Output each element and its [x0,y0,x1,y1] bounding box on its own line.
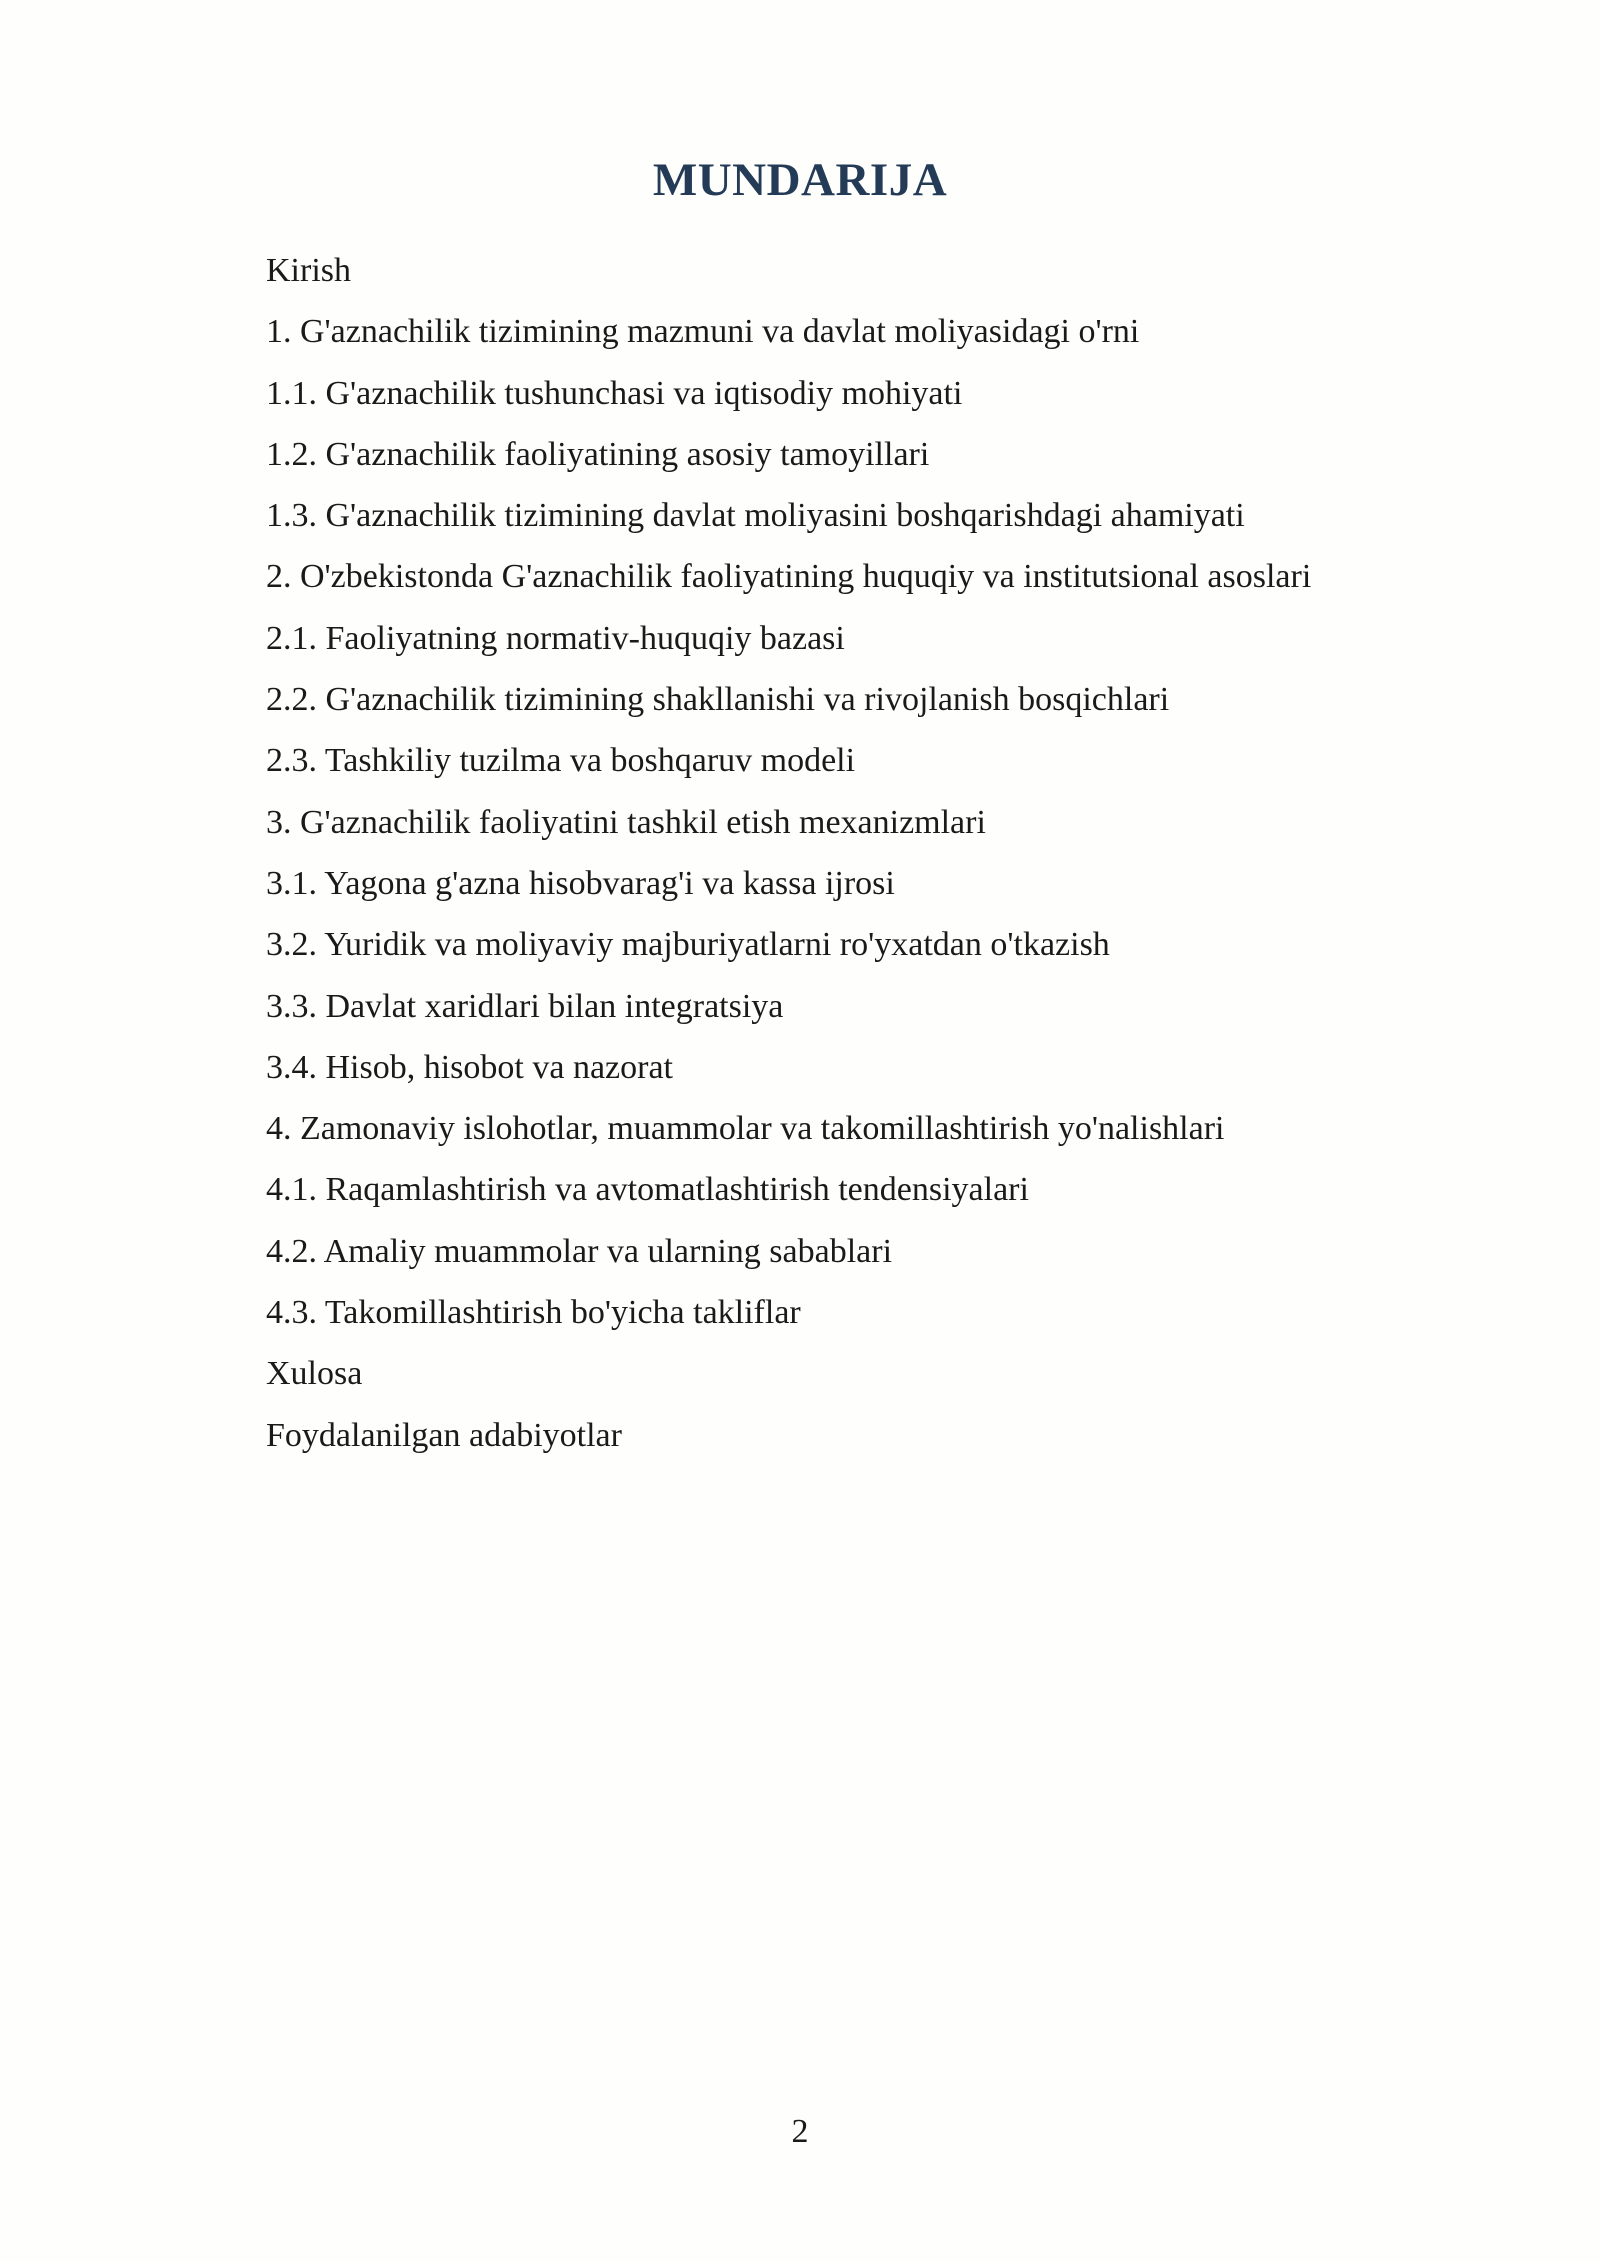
toc-item-chapter-1: 1. G'aznachilik tizimining mazmuni va davlat moliyasidagi o'rni [266,313,1140,351]
toc-item-section-3-2: 3.2. Yuridik va moliyaviy majburiyatlarni ro'yxatdan o'tkazish [266,926,1110,964]
toc-item-introduction: Kirish [266,252,351,289]
toc-item-section-1-3: 1.3. G'aznachilik tizimining davlat moliyasini boshqarishdagi ahamiyati [266,497,1245,535]
toc-item-chapter-2: 2. O'zbekistonda G'aznachilik faoliyatining huquqiy va institutsional asoslari [266,558,1312,596]
toc-item-section-2-3: 2.3. Tashkiliy tuzilma va boshqaruv modeli [266,742,856,780]
table-of-contents [266,243,1466,1469]
toc-item-section-1-1: 1.1. G'aznachilik tushunchasi va iqtisodiy mohiyati [266,374,963,412]
toc-item-chapter-3: 3. G'aznachilik faoliyatini tashkil etish mexanizmlari [266,803,986,841]
toc-item-section-3-1: 3.1. Yagona g'azna hisobvarag'i va kassa ijrosi [266,864,895,902]
toc-item-chapter-4: 4. Zamonaviy islohotlar, muammolar va takomillashtirish yo'nalishlari [266,1110,1225,1148]
toc-item-section-2-2: 2.2. G'aznachilik tizimining shakllanishi va rivojlanish bosqichlari [266,681,1170,719]
toc-item-references: Foydalanilgan adabiyotlar [266,1416,622,1454]
toc-item-section-1-2: 1.2. G'aznachilik faoliyatining asosiy tamoyillari [266,435,930,473]
toc-item-section-2-1: 2.1. Faoliyatning normativ-huquqiy bazasi [266,619,845,657]
toc-item-section-3-4: 3.4. Hisob, hisobot va nazorat [266,1048,673,1086]
toc-item-conclusion: Xulosa [266,1355,363,1393]
toc-item-section-4-2: 4.2. Amaliy muammolar va ularning sabablari [266,1232,893,1270]
toc-item-section-4-1: 4.1. Raqamlashtirish va avtomatlashtirish tendensiyalari [266,1171,1029,1209]
toc-item-section-4-3: 4.3. Takomillashtirish bo'yicha takliflar [266,1294,801,1332]
page-title: MUNDARIJA [652,154,948,206]
toc-item-section-3-3: 3.3. Davlat xaridlari bilan integratsiya [266,987,784,1025]
page-number: 2 [791,2113,809,2150]
